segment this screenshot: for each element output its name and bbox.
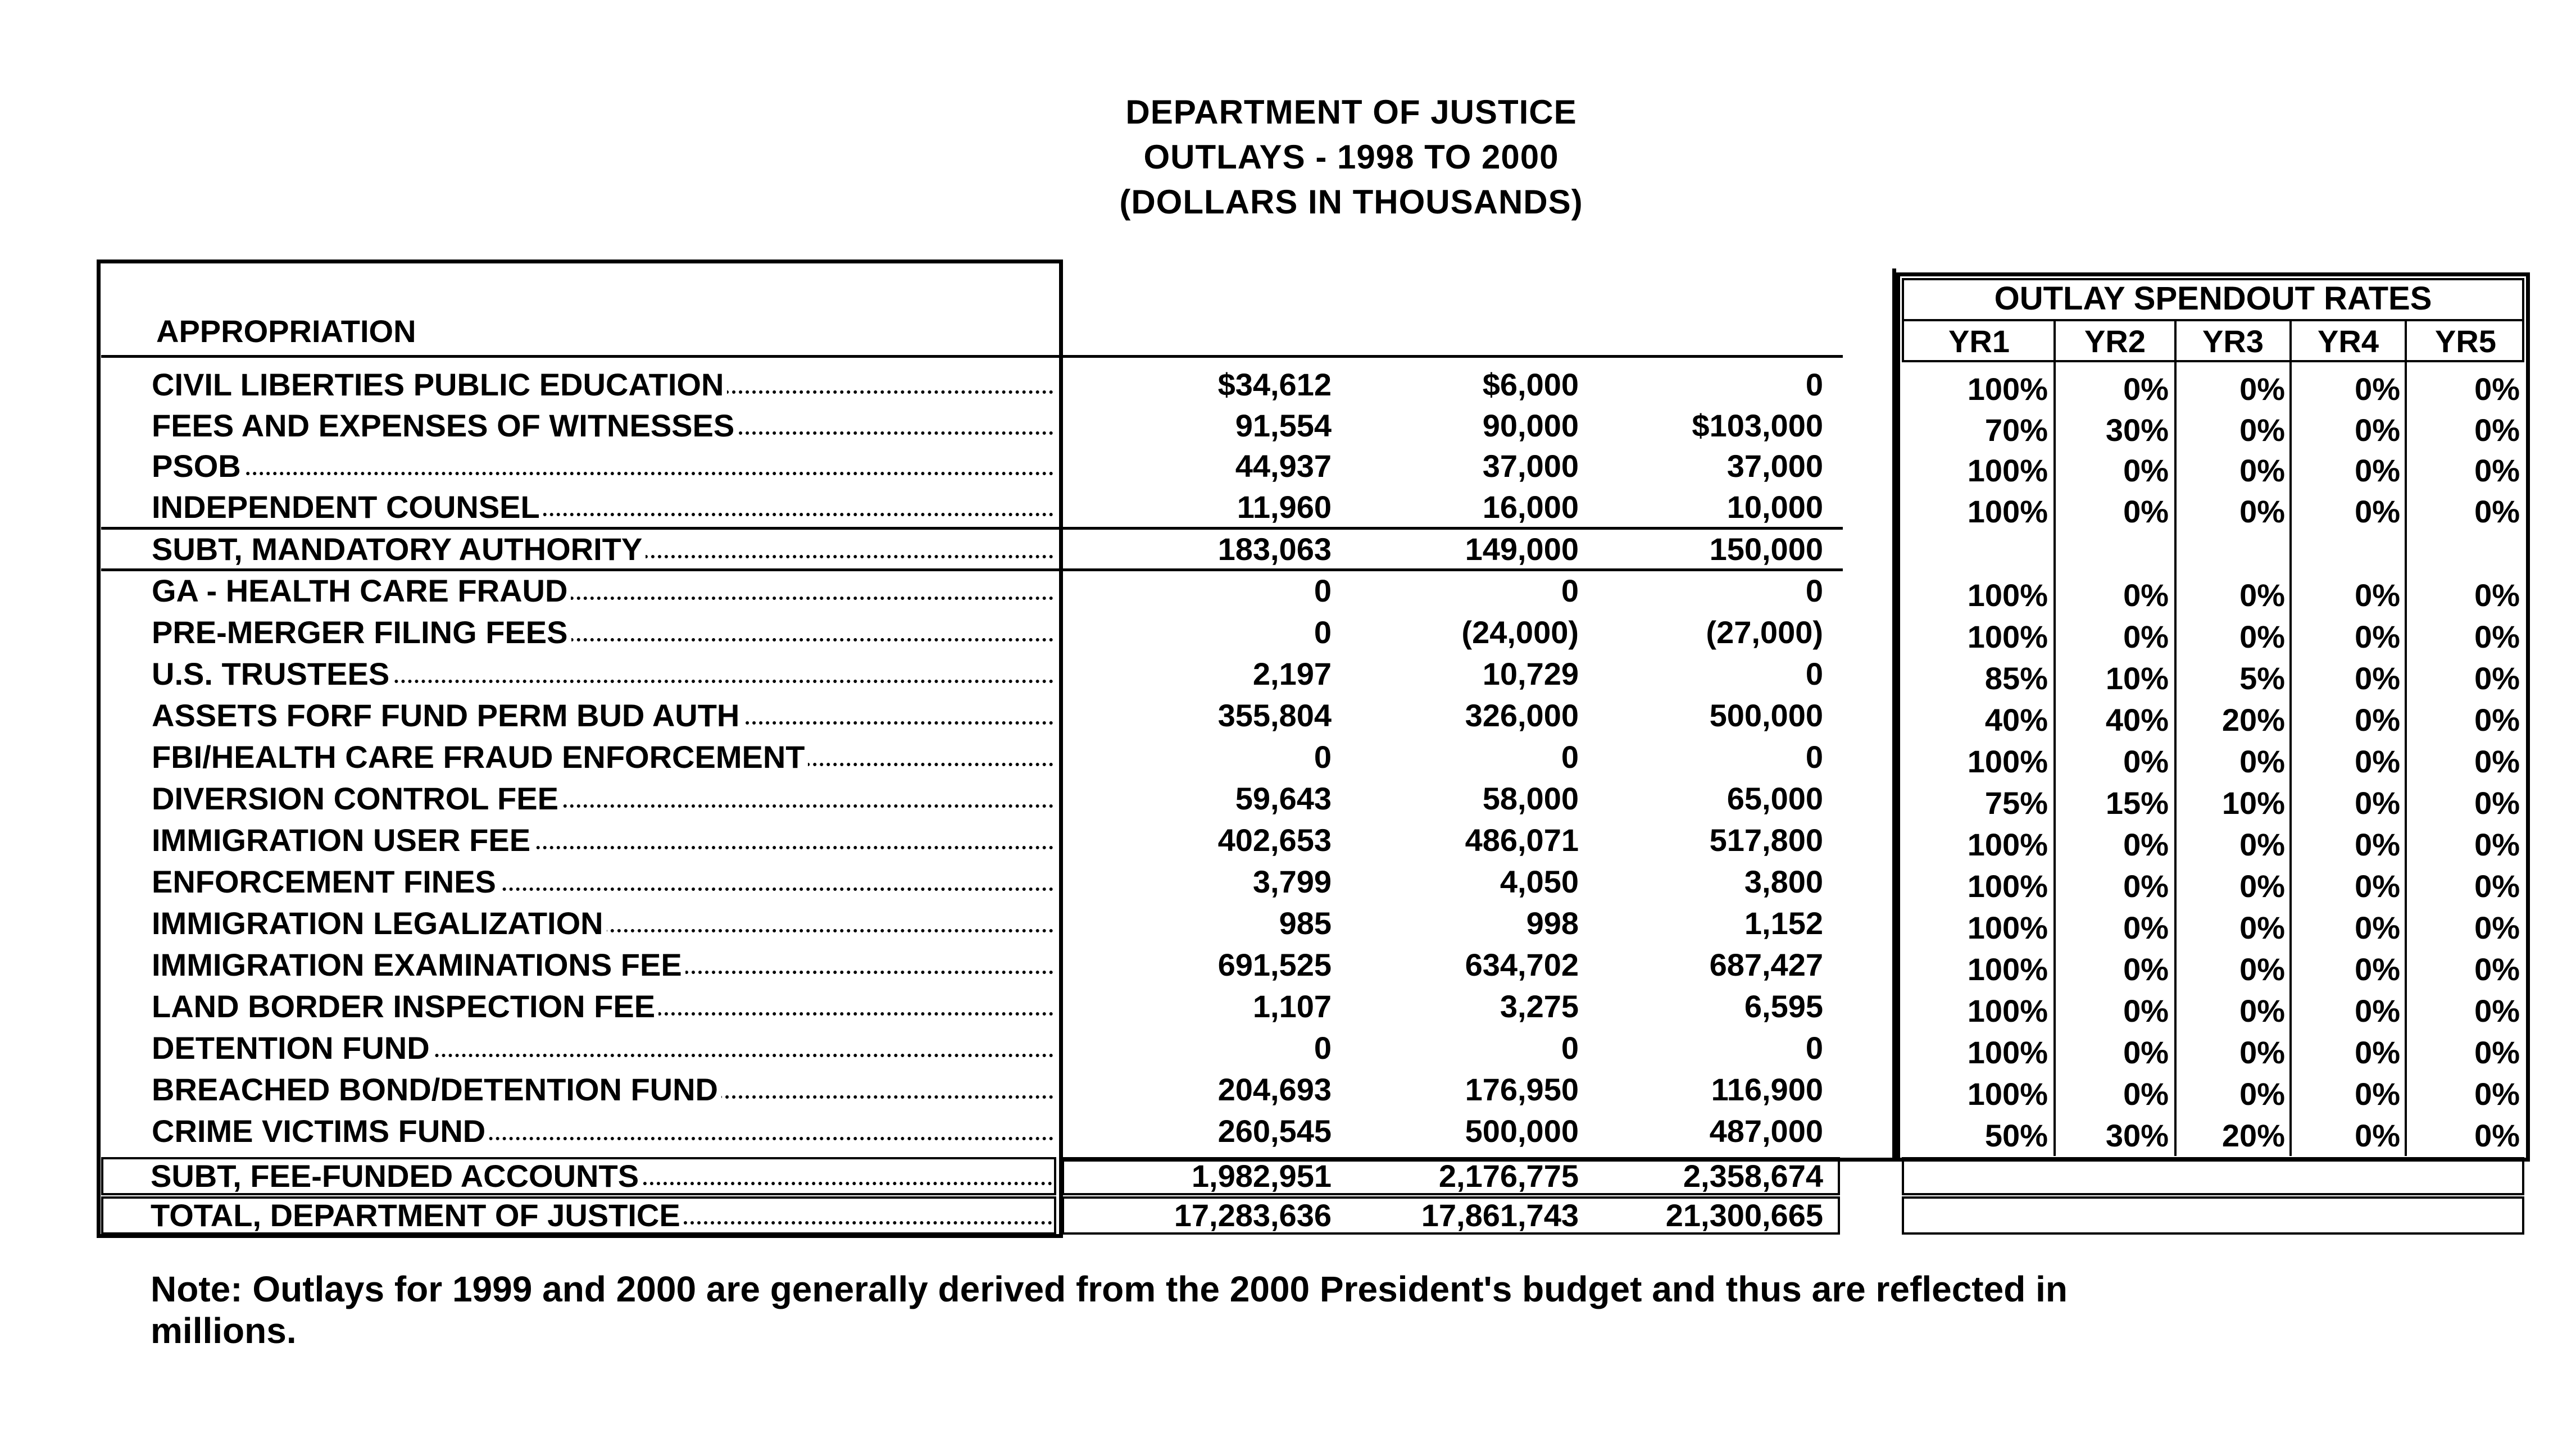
leader-dots bbox=[152, 472, 1053, 475]
fee-subtotal-2000: 2,358,674 bbox=[1683, 1158, 1823, 1194]
row-rate-yr1: 100% bbox=[1967, 993, 2048, 1028]
row-amount-1999: 0 bbox=[1561, 573, 1579, 608]
row-rate-yr4: 0% bbox=[2355, 412, 2400, 448]
row-amount-1998: $34,612 bbox=[1217, 367, 1332, 402]
yr1-header: YR1 bbox=[1948, 324, 2010, 359]
row-amount-1999: 326,000 bbox=[1465, 698, 1579, 733]
row-rate-yr5: 0% bbox=[2474, 868, 2520, 904]
row-amount-1998: 44,937 bbox=[1235, 448, 1332, 484]
row-amount-2000: 116,900 bbox=[1711, 1072, 1823, 1107]
row-rate-yr3: 0% bbox=[2239, 619, 2285, 654]
row-rate-yr5: 0% bbox=[2474, 619, 2520, 654]
row-label: IMMIGRATION USER FEE bbox=[152, 823, 1053, 857]
row-amount-1998: 691,525 bbox=[1217, 947, 1332, 982]
row-label: FBI/HEALTH CARE FRAUD ENFORCEMENT bbox=[152, 740, 1053, 774]
row-amount-2000: 487,000 bbox=[1709, 1113, 1823, 1149]
spendout-rates-header: OUTLAY SPENDOUT RATES bbox=[1994, 280, 2432, 317]
row-amount-1998: 0 bbox=[1314, 573, 1332, 608]
row-rate-yr5: 0% bbox=[2474, 1035, 2520, 1070]
row-rate-yr3: 10% bbox=[2221, 785, 2285, 821]
row-rate-yr2: 15% bbox=[2105, 785, 2169, 821]
row-rate-yr2: 0% bbox=[2123, 827, 2169, 862]
row-rate-yr2: 0% bbox=[2123, 494, 2169, 529]
row-rate-yr1: 100% bbox=[1967, 1035, 2048, 1070]
row-amount-1999: 37,000 bbox=[1482, 448, 1579, 484]
footnote: Note: Outlays for 1999 and 2000 are generally derived from the 2000 President's budget and thus are reflected in millions. bbox=[151, 1269, 2068, 1351]
row-rate-yr3: 0% bbox=[2239, 952, 2285, 987]
row-label: FEES AND EXPENSES OF WITNESSES bbox=[152, 409, 1053, 443]
row-rate-yr4: 0% bbox=[2355, 744, 2400, 779]
row-rate-yr2: 0% bbox=[2123, 952, 2169, 987]
row-amount-1998: 0 bbox=[1314, 739, 1332, 775]
row-rate-yr2: 0% bbox=[2123, 577, 2169, 613]
yr2-header: YR2 bbox=[2084, 324, 2146, 359]
row-label: IMMIGRATION EXAMINATIONS FEE bbox=[152, 948, 1053, 982]
row-amount-1998: 91,554 bbox=[1235, 408, 1332, 443]
row-rate-yr5: 0% bbox=[2474, 744, 2520, 779]
row-rate-yr3: 5% bbox=[2239, 661, 2285, 696]
row-rate-yr5: 0% bbox=[2474, 785, 2520, 821]
row-label: PRE-MERGER FILING FEES bbox=[152, 616, 1053, 649]
row-rate-yr2: 30% bbox=[2105, 412, 2169, 448]
row-rate-yr4: 0% bbox=[2355, 494, 2400, 529]
row-rate-yr1: 50% bbox=[1984, 1118, 2048, 1153]
row-rate-yr5: 0% bbox=[2474, 910, 2520, 945]
row-amount-2000: 6,595 bbox=[1744, 989, 1823, 1024]
row-rate-yr2: 0% bbox=[2123, 744, 2169, 779]
row-amount-2000: 500,000 bbox=[1709, 698, 1823, 733]
row-rate-yr5: 0% bbox=[2474, 1118, 2520, 1153]
row-rate-yr2: 0% bbox=[2123, 868, 2169, 904]
row-rate-yr1: 100% bbox=[1967, 952, 2048, 987]
row-label: BREACHED BOND/DETENTION FUND bbox=[152, 1073, 1053, 1107]
row-rate-yr5: 0% bbox=[2474, 661, 2520, 696]
row-amount-2000: 150,000 bbox=[1709, 531, 1823, 567]
row-label: CRIME VICTIMS FUND bbox=[152, 1114, 1053, 1148]
row-amount-1999: 500,000 bbox=[1465, 1113, 1579, 1149]
row-amount-2000: 37,000 bbox=[1727, 448, 1823, 484]
row-rate-yr3: 0% bbox=[2239, 910, 2285, 945]
row-amount-1999: 4,050 bbox=[1500, 864, 1579, 899]
row-rate-yr3: 20% bbox=[2221, 1118, 2285, 1153]
row-amount-2000: 517,800 bbox=[1709, 822, 1823, 858]
header-underline bbox=[101, 355, 1843, 358]
row-rate-yr2: 0% bbox=[2123, 1076, 2169, 1112]
total-1998: 17,283,636 bbox=[1174, 1198, 1332, 1233]
row-amount-1998: 1,107 bbox=[1252, 989, 1332, 1024]
title-line-3: (DOLLARS IN THOUSANDS) bbox=[1119, 183, 1583, 221]
row-amount-1998: 3,799 bbox=[1252, 864, 1332, 899]
appropriation-header: APPROPRIATION bbox=[156, 313, 416, 349]
row-rate-yr1: 100% bbox=[1967, 1076, 2048, 1112]
row-label: GA - HEALTH CARE FRAUD bbox=[152, 574, 1053, 608]
row-rate-yr5: 0% bbox=[2474, 453, 2520, 488]
row-rate-yr4: 0% bbox=[2355, 1076, 2400, 1112]
row-rate-yr3: 0% bbox=[2239, 494, 2285, 529]
row-amount-1999: 149,000 bbox=[1465, 531, 1579, 567]
row-amount-1999: 90,000 bbox=[1482, 408, 1579, 443]
row-label: LAND BORDER INSPECTION FEE bbox=[152, 990, 1053, 1023]
row-amount-2000: 0 bbox=[1805, 367, 1823, 402]
title-line-1: DEPARTMENT OF JUSTICE bbox=[1125, 93, 1577, 131]
row-rate-yr4: 0% bbox=[2355, 827, 2400, 862]
row-rate-yr4: 0% bbox=[2355, 661, 2400, 696]
row-amount-2000: 0 bbox=[1805, 1030, 1823, 1066]
row-amount-1998: 355,804 bbox=[1217, 698, 1332, 733]
row-rate-yr2: 0% bbox=[2123, 453, 2169, 488]
row-rate-yr1: 40% bbox=[1984, 702, 2048, 738]
row-rate-yr2: 10% bbox=[2105, 661, 2169, 696]
mandatory-subtotal-bottom bbox=[101, 568, 1843, 571]
row-amount-2000: 10,000 bbox=[1727, 489, 1823, 525]
row-rate-yr5: 0% bbox=[2474, 702, 2520, 738]
total-2000: 21,300,665 bbox=[1665, 1198, 1823, 1233]
row-amount-2000: 687,427 bbox=[1709, 947, 1823, 982]
row-label: ASSETS FORF FUND PERM BUD AUTH bbox=[152, 699, 1053, 732]
row-amount-2000: 0 bbox=[1805, 573, 1823, 608]
row-amount-1998: 985 bbox=[1279, 905, 1332, 941]
row-amount-1999: 3,275 bbox=[1500, 989, 1579, 1024]
row-rate-yr1: 100% bbox=[1967, 494, 2048, 529]
row-amount-1998: 11,960 bbox=[1237, 489, 1332, 525]
total-1999: 17,861,743 bbox=[1421, 1198, 1579, 1233]
row-rate-yr3: 0% bbox=[2239, 1076, 2285, 1112]
row-rate-yr5: 0% bbox=[2474, 494, 2520, 529]
row-rate-yr1: 75% bbox=[1984, 785, 2048, 821]
row-amount-1998: 2,197 bbox=[1252, 656, 1332, 691]
row-amount-1998: 183,063 bbox=[1217, 531, 1332, 567]
row-rate-yr5: 0% bbox=[2474, 577, 2520, 613]
row-rate-yr2: 0% bbox=[2123, 1035, 2169, 1070]
fee-subtotal-rate-box bbox=[1902, 1157, 2524, 1195]
row-amount-1999: 0 bbox=[1561, 1030, 1579, 1066]
row-amount-1998: 204,693 bbox=[1217, 1072, 1332, 1107]
row-rate-yr3: 0% bbox=[2239, 1035, 2285, 1070]
total-label: TOTAL, DEPARTMENT OF JUSTICE bbox=[151, 1199, 1052, 1232]
row-rate-yr4: 0% bbox=[2355, 910, 2400, 945]
row-label: DETENTION FUND bbox=[152, 1031, 1053, 1065]
row-amount-1999: 634,702 bbox=[1465, 947, 1579, 982]
row-rate-yr4: 0% bbox=[2355, 1035, 2400, 1070]
row-rate-yr5: 0% bbox=[2474, 371, 2520, 407]
row-rate-yr5: 0% bbox=[2474, 952, 2520, 987]
row-rate-yr1: 100% bbox=[1967, 619, 2048, 654]
row-label: IMMIGRATION LEGALIZATION bbox=[152, 907, 1053, 940]
row-rate-yr4: 0% bbox=[2355, 371, 2400, 407]
fee-subtotal-1998: 1,982,951 bbox=[1191, 1158, 1332, 1194]
row-rate-yr4: 0% bbox=[2355, 619, 2400, 654]
row-rate-yr2: 0% bbox=[2123, 371, 2169, 407]
row-rate-yr1: 85% bbox=[1984, 661, 2048, 696]
yr4-header: YR4 bbox=[2318, 324, 2379, 359]
row-amount-2000: $103,000 bbox=[1692, 408, 1823, 443]
row-label: U.S. TRUSTEES bbox=[152, 657, 1053, 691]
spendout-header-divider bbox=[1902, 319, 2524, 321]
row-amount-1998: 260,545 bbox=[1217, 1113, 1332, 1149]
row-rate-yr1: 100% bbox=[1967, 453, 2048, 488]
row-rate-yr4: 0% bbox=[2355, 577, 2400, 613]
row-rate-yr1: 100% bbox=[1967, 827, 2048, 862]
row-rate-yr1: 100% bbox=[1967, 744, 2048, 779]
row-rate-yr4: 0% bbox=[2355, 993, 2400, 1028]
row-rate-yr2: 0% bbox=[2123, 910, 2169, 945]
row-rate-yr3: 0% bbox=[2239, 993, 2285, 1028]
row-rate-yr3: 0% bbox=[2239, 827, 2285, 862]
row-rate-yr3: 0% bbox=[2239, 868, 2285, 904]
fee-subtotal-label: SUBT, FEE-FUNDED ACCOUNTS bbox=[151, 1159, 1052, 1193]
row-amount-2000: 1,152 bbox=[1744, 905, 1823, 941]
row-rate-yr5: 0% bbox=[2474, 993, 2520, 1028]
row-rate-yr2: 30% bbox=[2105, 1118, 2169, 1153]
mandatory-subtotal-top bbox=[101, 527, 1843, 530]
row-rate-yr1: 100% bbox=[1967, 868, 2048, 904]
row-amount-1999: (24,000) bbox=[1461, 614, 1579, 650]
row-amount-2000: 0 bbox=[1805, 656, 1823, 691]
row-rate-yr4: 0% bbox=[2355, 1118, 2400, 1153]
row-amount-1999: 10,729 bbox=[1482, 656, 1579, 691]
row-rate-yr3: 0% bbox=[2239, 412, 2285, 448]
row-rate-yr3: 20% bbox=[2221, 702, 2285, 738]
row-rate-yr2: 40% bbox=[2105, 702, 2169, 738]
row-amount-1999: 58,000 bbox=[1482, 781, 1579, 816]
title-line-2: OUTLAYS - 1998 TO 2000 bbox=[1143, 138, 1559, 176]
row-label: SUBT, MANDATORY AUTHORITY bbox=[152, 532, 1053, 566]
row-rate-yr1: 100% bbox=[1967, 371, 2048, 407]
row-amount-1999: 176,950 bbox=[1465, 1072, 1579, 1107]
row-label: ENFORCEMENT FINES bbox=[152, 865, 1053, 899]
row-amount-1998: 59,643 bbox=[1235, 781, 1332, 816]
fee-subtotal-1999: 2,176,775 bbox=[1438, 1158, 1579, 1194]
row-rate-yr4: 0% bbox=[2355, 702, 2400, 738]
row-amount-2000: 0 bbox=[1805, 739, 1823, 775]
row-label: INDEPENDENT COUNSEL bbox=[152, 490, 1053, 524]
row-label: CIVIL LIBERTIES PUBLIC EDUCATION bbox=[152, 368, 1053, 402]
row-rate-yr3: 0% bbox=[2239, 577, 2285, 613]
row-amount-1999: 998 bbox=[1526, 905, 1579, 941]
row-rate-yr1: 100% bbox=[1967, 577, 2048, 613]
row-rate-yr1: 100% bbox=[1967, 910, 2048, 945]
row-amount-1998: 0 bbox=[1314, 614, 1332, 650]
yr5-header: YR5 bbox=[2435, 324, 2496, 359]
row-label: PSOB bbox=[152, 449, 1053, 483]
row-rate-yr5: 0% bbox=[2474, 412, 2520, 448]
row-rate-yr5: 0% bbox=[2474, 827, 2520, 862]
row-rate-yr3: 0% bbox=[2239, 744, 2285, 779]
yr3-header: YR3 bbox=[2202, 324, 2264, 359]
row-rate-yr5: 0% bbox=[2474, 1076, 2520, 1112]
row-rate-yr3: 0% bbox=[2239, 371, 2285, 407]
row-rate-yr4: 0% bbox=[2355, 868, 2400, 904]
row-amount-1999: 16,000 bbox=[1482, 489, 1579, 525]
row-rate-yr4: 0% bbox=[2355, 785, 2400, 821]
row-amount-2000: 3,800 bbox=[1744, 864, 1823, 899]
row-amount-2000: 65,000 bbox=[1727, 781, 1823, 816]
row-rate-yr3: 0% bbox=[2239, 453, 2285, 488]
row-amount-1999: 0 bbox=[1561, 739, 1579, 775]
row-rate-yr1: 70% bbox=[1984, 412, 2048, 448]
row-rate-yr2: 0% bbox=[2123, 993, 2169, 1028]
row-rate-yr2: 0% bbox=[2123, 619, 2169, 654]
row-label: DIVERSION CONTROL FEE bbox=[152, 782, 1053, 816]
row-rate-yr4: 0% bbox=[2355, 952, 2400, 987]
row-amount-1999: 486,071 bbox=[1465, 822, 1579, 858]
row-rate-yr4: 0% bbox=[2355, 453, 2400, 488]
row-amount-1998: 402,653 bbox=[1217, 822, 1332, 858]
row-amount-1999: $6,000 bbox=[1482, 367, 1579, 402]
total-rate-box bbox=[1902, 1196, 2524, 1235]
row-amount-2000: (27,000) bbox=[1706, 614, 1823, 650]
row-amount-1998: 0 bbox=[1314, 1030, 1332, 1066]
